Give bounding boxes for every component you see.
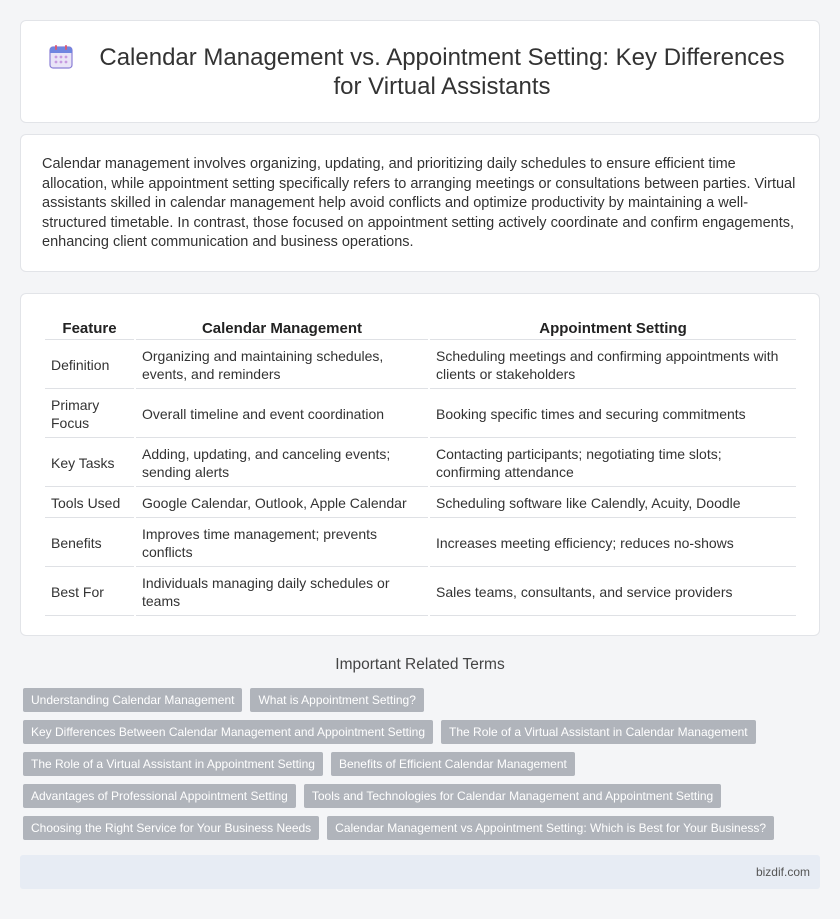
table-cell: Increases meeting efficiency; reduces no-shows xyxy=(430,520,796,567)
table-cell: Definition xyxy=(45,342,134,389)
column-header: Feature xyxy=(45,316,134,340)
table-cell: Key Tasks xyxy=(45,440,134,487)
table-cell: Organizing and maintaining schedules, events, and reminders xyxy=(136,342,428,389)
column-header: Appointment Setting xyxy=(430,316,796,340)
related-term-tag[interactable]: Understanding Calendar Management xyxy=(23,688,242,712)
page-title: Calendar Management vs. Appointment Setting: Key Differences for Virtual Assistants xyxy=(99,43,785,100)
table-cell: Overall timeline and event coordination xyxy=(136,391,428,438)
calendar-icon xyxy=(48,44,74,70)
related-terms-list xyxy=(23,688,813,848)
table-cell: Individuals managing daily schedules or teams xyxy=(136,569,428,616)
related-term-tag[interactable]: The Role of a Virtual Assistant in Calendar Management xyxy=(441,720,756,744)
table-cell: Primary Focus xyxy=(45,391,134,438)
table-cell: Adding, updating, and canceling events; sending alerts xyxy=(136,440,428,487)
related-term-tag[interactable]: Calendar Management vs Appointment Setting: Which is Best for Your Business? xyxy=(327,816,774,840)
table-row xyxy=(45,489,796,518)
related-term-tag[interactable]: Choosing the Right Service for Your Business Needs xyxy=(23,816,319,840)
related-term-tag[interactable]: Benefits of Efficient Calendar Management xyxy=(331,752,575,776)
table-header-row xyxy=(45,316,796,340)
table-cell: Scheduling meetings and confirming appointments with clients or stakeholders xyxy=(430,342,796,389)
comparison-card xyxy=(20,293,820,636)
table-cell: Sales teams, consultants, and service providers xyxy=(430,569,796,616)
table-row xyxy=(45,391,796,438)
table-row xyxy=(45,342,796,389)
table-cell: Booking specific times and securing commitments xyxy=(430,391,796,438)
related-term-tag[interactable]: Tools and Technologies for Calendar Management and Appointment Setting xyxy=(304,784,721,808)
footer-brand[interactable]: bizdif.com xyxy=(755,865,810,879)
table-cell: Tools Used xyxy=(45,489,134,518)
related-term-tag[interactable]: The Role of a Virtual Assistant in Appointment Setting xyxy=(23,752,323,776)
footer xyxy=(20,855,820,889)
intro-paragraph: Calendar management involves organizing, updating, and prioritizing daily schedules to ensure efficient time allocation, while appointment setting specifically refers to arranging meetings or consultations between parties. Virtual assistants skilled in calendar management help avoid conflicts and optimize productivity by maintaining a well-structured timetable. In contrast, those focused on appointment setting actively coordinate and confirm engagements, enhancing client communication and business operations. xyxy=(42,156,796,250)
column-header: Calendar Management xyxy=(136,316,428,340)
intro-card xyxy=(20,134,820,272)
table-cell: Improves time management; prevents conflicts xyxy=(136,520,428,567)
comparison-table xyxy=(43,314,798,618)
table-cell: Google Calendar, Outlook, Apple Calendar xyxy=(136,489,428,518)
related-term-tag[interactable]: What is Appointment Setting? xyxy=(250,688,423,712)
table-row xyxy=(45,569,796,616)
related-term-tag[interactable]: Key Differences Between Calendar Management and Appointment Setting xyxy=(23,720,433,744)
table-cell: Contacting participants; negotiating time slots; confirming attendance xyxy=(430,440,796,487)
table-row xyxy=(45,440,796,487)
table-cell: Benefits xyxy=(45,520,134,567)
table-cell: Scheduling software like Calendly, Acuity, Doodle xyxy=(430,489,796,518)
title-card xyxy=(20,20,820,123)
related-terms-heading: Important Related Terms xyxy=(335,656,505,673)
table-row xyxy=(45,520,796,567)
table-cell: Best For xyxy=(45,569,134,616)
related-term-tag[interactable]: Advantages of Professional Appointment Setting xyxy=(23,784,296,808)
